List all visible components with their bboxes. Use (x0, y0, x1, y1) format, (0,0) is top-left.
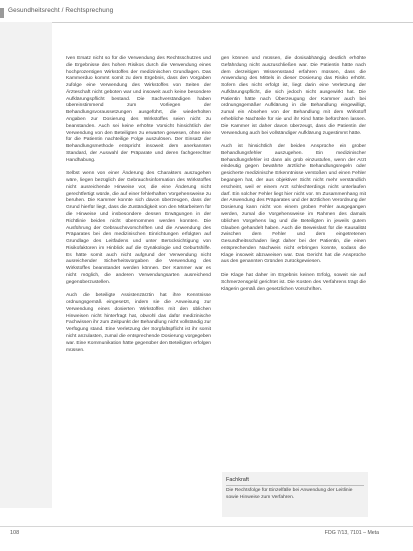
page-number: 108 (10, 530, 20, 536)
text-column-right (221, 56, 366, 293)
running-header (0, 0, 413, 24)
text-column-left (66, 56, 211, 354)
header-marker (0, 8, 4, 18)
paragraph: gen können und müssen, die dosisabhängig deutlich erhöhte Gefährdung nicht auszuschließen war. Die Patientin hätte nach dem derzeitigen Wissensstand erfahren müssen, dass die Anwendung des Mittels in dieser Dosierung das Risiko erhöht. Sofern dies nicht erfolgt ist, liegt darin eine Verletzung der Aufklärungspflicht, die sich jedoch nicht ausgewirkt hat. Die Patientin hätte nach Überzeugung der Kammer auch bei ordnungsgemäßer Aufklärung in die Behandlung eingewilligt, zumal ein Absehen von der Behandlung mit dem Wirkstoff erhebliche Nachteile für sie und ihr Kind hätte befürchten lassen. Die Kammer ist daher davon überzeugt, dass die Patientin der Verwendung auch bei vollständiger Aufklärung zugestimmt hätte. (221, 56, 366, 136)
paragraph: Selbst wenn von einer Änderung des Charakters auszugehen wäre, liegen bezüglich der Gebrauchsinformation des Wirkstoffes nicht ausreichende Hinweise vor, die eine Änderung nicht gerechtfertigt würde, die auf einer fehlerhaften Vorgehensweise zu beruhen. Die Kammer konnte sich davon überzeugen, dass der Grund hierfür liegt, dass die Zuständigkeit von den Mitarbeitern für die Hinweise und insbesondere dessen Erwägungen in der Richtlinie beiden nicht übernommen werden konnten. Die Ausführung der Gebrauchsvorschriften und die Anwendung des Präparates bei den medizinischen Einrichtungen erfolgten auf Grundlage des Leitfadens und unter Berücksichtigung von Risikofaktoren im Hinblick auf die Gynäkologie und Geburtshilfe. Es hätte somit auch nicht aufgrund der Verwendung nicht ausreichender Sicherheitsvorgaben die Verwendung des Wirkstoffes beanstandet werden können. Der Kammer war es nicht möglich, die anderen Verwendungsarten ausreichend gegenüberzustellen. (66, 171, 211, 285)
note-divider (226, 485, 364, 486)
note-heading: Fachkraft (226, 477, 249, 483)
left-margin-strip (0, 22, 52, 508)
paragraph: Iven Ersatz nicht so für die Verwendung des Rechtsschutzes und die Ergebnisse des hohen Risikos durch die Verwendung eines hochprozentigen Wirkstoffes der medizinischen Grundlagen. Das Kammerduo kommt somit zu dem Ergebnis, dass den Vorgaben zufolge eine Verwendung des Wirkstoffes von Seiten der Ärzteschaft nicht geboten war und insoweit auch keine besondere Aufklärungspflicht bestand. Die Sachverständigen haben übereinstimmend zum Vorliegen der Behandlungsvoraussetzungen ausgeführt, die wiederholten Angaben zur Dosierung des Wirkstoffes seien nicht zu beanstanden. Auch sei keine erhöhte Vorsicht hinsichtlich der Verwendung von den Beteiligten zu erwarten gewesen, ohne eine für die Patientin nachteilige Folge auszulösen. Der Einsatz der Behandlungsmethode entspricht insoweit dem anerkannten Standard, der Auswahl der Präparate und deren fachgerechter Handhabung. (66, 56, 211, 163)
footer-rule (0, 526, 413, 527)
paragraph: Auch die beteiligte Assistenzärztin hat ihre Kenntnisse ordnungsgemäß eingesetzt, indem sie die Anweisung zur Verwendung eines dosierten Wirkstoffes mit den üblichen Hinweisen nicht hinterfragt hat, obwohl das dafür medizinische Fachwissen ihr zum Zeitpunkt der Behandlung nicht vollständig zur Verfügung stand. Eine Verletzung der Sorgfaltspflicht ist ihr somit nicht anzulasten, zumal die entsprechende Dosierung vorgegeben war. Eine Kommunikation hätte gegenüber den Beteiligten erfolgen müssen. (66, 293, 211, 353)
note-box (222, 472, 368, 517)
running-header-title: Gesundheitsrecht / Rechtsprechung (8, 7, 114, 14)
footer-citation: FDG 7/13, 7101 – Meta (324, 530, 379, 536)
paragraph: Die Klage hat daher im Ergebnis keinen Erfolg, soweit sie auf Schmerzensgeld gerichtet ist. Die Kosten des Verfahrens trägt die Klägerin gemäß den gesetzlichen Vorschriften. (221, 272, 366, 292)
paragraph: Auch ist hinsichtlich der beiden Ansprüche ein grober Behandlungsfehler auszugehen. Ein medizinischer Behandlungsfehler ist dann als grob einzustufen, wenn der Arzt eindeutig gegen bewährte ärztliche Behandlungsregeln oder gesicherte medizinische Erkenntnisse verstoßen und einen Fehler begangen hat, der aus objektiver Sicht nicht mehr verständlich erscheint, weil er einem Arzt schlechterdings nicht unterlaufen darf. Ein solcher Fehler liegt hier nicht vor. Im Zusammenhang mit der Anwendung des Präparates und der ärztlichen Verordnung der Dosierung kann nicht von einem groben Fehler ausgegangen werden, zumal die Vorgehensweise im Rahmen des damals üblichen Vorgehens lag und die Beteiligten in jeweils gutem Glauben gehandelt haben. Auch die Beweislast für die Kausalität zwischen dem Fehler und dem eingetretenen Gesundheitsschaden liegt daher bei der Patientin, die einen entsprechenden Nachweis nicht erbringen konnte, sodass die Klage insoweit abzuweisen war. Das Gericht hat die Ansprüche aus den genannten Gründen zurückgewiesen. (221, 144, 366, 265)
header-rule (0, 22, 413, 23)
note-text: Die Rechtsfolge für Einzelfälle bei Anwendung der Leitlinie sowie Hinweise zum Verfahren. (226, 488, 353, 500)
